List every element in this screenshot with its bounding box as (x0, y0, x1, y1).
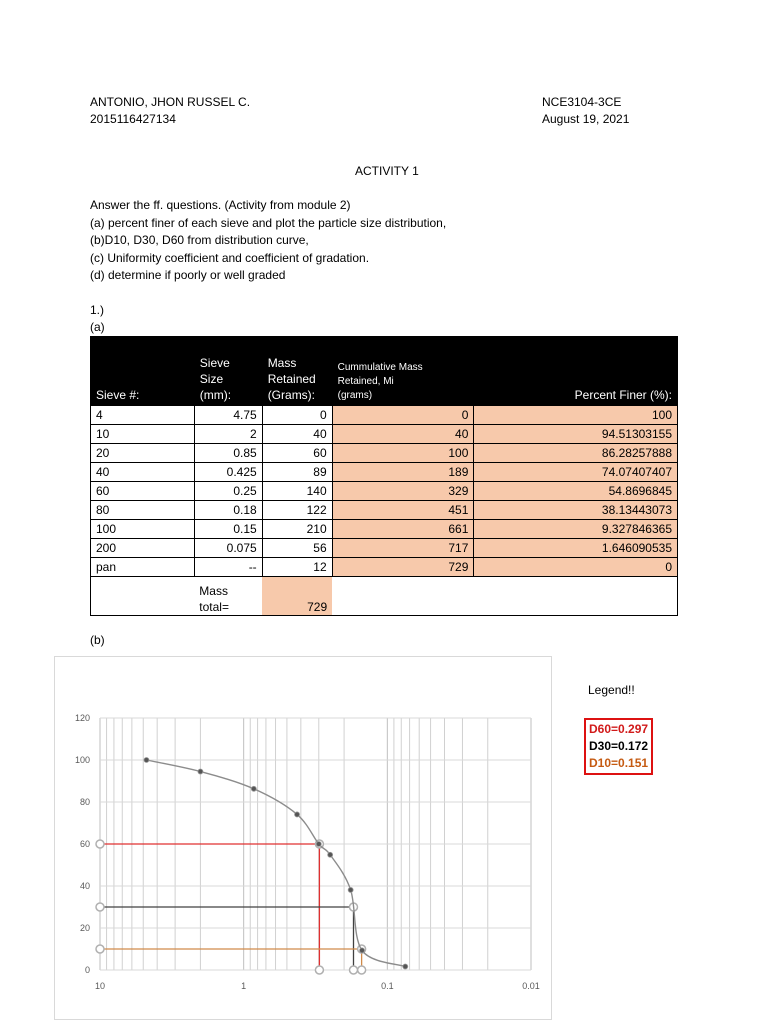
cell-sieve-no: 4 (91, 406, 195, 425)
cell-cumulative: 189 (332, 463, 474, 482)
legend-d10: D10=0.151 (589, 756, 649, 770)
cell-cumulative: 0 (332, 406, 474, 425)
part-b-label: (b) (90, 633, 105, 647)
cell-sieve-size: 0.18 (194, 501, 262, 520)
cell-percent-finer: 9.327846365 (474, 520, 678, 539)
cell-cumulative: 451 (332, 501, 474, 520)
cell-mass-retained: 122 (262, 501, 332, 520)
table-row (91, 463, 678, 482)
table-row (91, 539, 678, 558)
cell-cumulative: 661 (332, 520, 474, 539)
table-row (91, 501, 678, 520)
instruction-line: (b)D10, D30, D60 from distribution curve, (90, 233, 309, 247)
student-name: ANTONIO, JHON RUSSEL C. (90, 95, 251, 109)
chart-frame (54, 656, 552, 1020)
header-sieve-no: Sieve #: (91, 337, 195, 406)
y-tick-label: 40 (79, 881, 90, 891)
cell-cumulative: 329 (332, 482, 474, 501)
y-tick-label: 120 (74, 713, 90, 723)
x-tick-label: 1 (241, 981, 247, 991)
cell-sieve-no: 40 (91, 463, 195, 482)
cell-mass-retained: 40 (262, 425, 332, 444)
cell-sieve-size: -- (194, 558, 262, 577)
cell-sieve-no: pan (91, 558, 195, 577)
cell-cumulative: 100 (332, 444, 474, 463)
instruction-line: (c) Uniformity coefficient and coefficient of gradation. (90, 251, 370, 265)
instruction-line: Answer the ff. questions. (Activity from module 2) (90, 198, 351, 212)
y-tick-label: 60 (79, 839, 90, 849)
cell-percent-finer: 86.28257888 (474, 444, 678, 463)
cell-sieve-size: 4.75 (194, 406, 262, 425)
y-tick-label: 0 (84, 965, 90, 975)
cell-mass-retained: 60 (262, 444, 332, 463)
legend-title: Legend!! (588, 683, 635, 697)
cell-sieve-size: 0.85 (194, 444, 262, 463)
sieve-analysis-table (90, 336, 678, 616)
instruction-line: (a) percent finer of each sieve and plot the particle size distribution, (90, 216, 447, 230)
cell-mass-retained: 89 (262, 463, 332, 482)
cell-mass-retained: 0 (262, 406, 332, 425)
cell-mass-retained: 12 (262, 558, 332, 577)
cell-percent-finer: 100 (474, 406, 678, 425)
cell-sieve-size: 0.075 (194, 539, 262, 558)
cell-sieve-size: 0.425 (194, 463, 262, 482)
y-tick-label: 100 (74, 755, 90, 765)
table-row (91, 558, 678, 577)
y-tick-label: 20 (79, 923, 90, 933)
legend-d30: D30=0.172 (589, 739, 649, 753)
total-label: Mass total= (194, 577, 262, 616)
cell-mass-retained: 140 (262, 482, 332, 501)
cell-sieve-size: 0.25 (194, 482, 262, 501)
y-tick-label: 80 (79, 797, 90, 807)
table-row (91, 482, 678, 501)
legend-box (584, 718, 653, 775)
cell-percent-finer: 0 (474, 558, 678, 577)
cell-percent-finer: 38.13443073 (474, 501, 678, 520)
header-percent-finer: Percent Finer (%): (474, 337, 678, 406)
table-row (91, 444, 678, 463)
part-a-label: (a) (90, 320, 105, 334)
cell-cumulative: 729 (332, 558, 474, 577)
cell-sieve-no: 80 (91, 501, 195, 520)
student-id: 2015116427134 (90, 112, 176, 126)
cell-percent-finer: 1.646090535 (474, 539, 678, 558)
table-row (91, 406, 678, 425)
table-row (91, 425, 678, 444)
x-tick-label: 0.01 (522, 981, 540, 991)
question-number: 1.) (90, 303, 105, 317)
cell-percent-finer: 94.51303155 (474, 425, 678, 444)
cell-sieve-size: 2 (194, 425, 262, 444)
course-code: NCE3104-3CE (542, 95, 622, 109)
cell-sieve-no: 200 (91, 539, 195, 558)
cell-sieve-no: 20 (91, 444, 195, 463)
document-date: August 19, 2021 (542, 112, 630, 126)
header-sieve-size: Sieve Size (mm): (194, 337, 262, 406)
cell-mass-retained: 56 (262, 539, 332, 558)
x-tick-label: 0.1 (381, 981, 394, 991)
total-value: 729 (262, 577, 332, 616)
cell-sieve-no: 10 (91, 425, 195, 444)
header-mass-retained: Mass Retained (Grams): (262, 337, 332, 406)
total-row (91, 577, 678, 616)
x-tick-label: 10 (94, 981, 106, 991)
cell-mass-retained: 210 (262, 520, 332, 539)
activity-title: ACTIVITY 1 (355, 164, 419, 178)
cell-sieve-size: 0.15 (194, 520, 262, 539)
cell-cumulative: 40 (332, 425, 474, 444)
header-cumulative-mass: Cummulative Mass Retained, Mi (grams) (332, 337, 474, 406)
instruction-line: (d) determine if poorly or well graded (90, 268, 286, 282)
cell-sieve-no: 60 (91, 482, 195, 501)
cell-cumulative: 717 (332, 539, 474, 558)
legend-d60: D60=0.297 (589, 722, 649, 736)
table-row (91, 520, 678, 539)
cell-percent-finer: 54.8696845 (474, 482, 678, 501)
cell-sieve-no: 100 (91, 520, 195, 539)
cell-percent-finer: 74.07407407 (474, 463, 678, 482)
